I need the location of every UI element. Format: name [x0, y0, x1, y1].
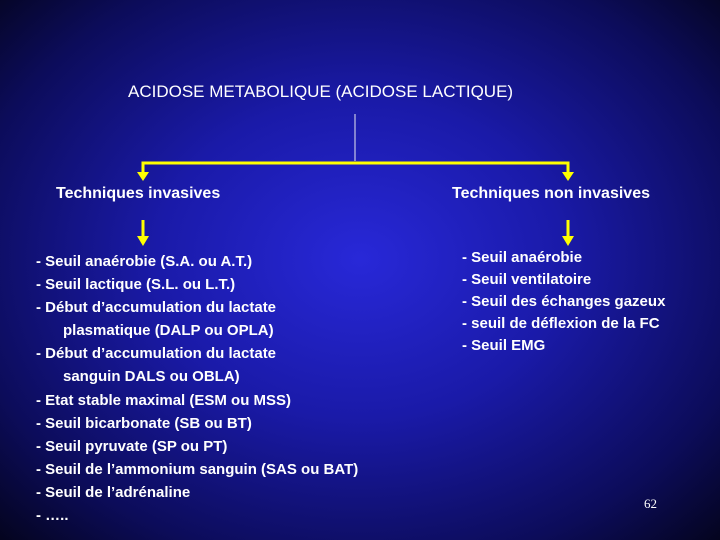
arrow-to-right-heading [562, 172, 574, 181]
list-item: - Seuil anaérobie [462, 249, 583, 266]
list-item: - Seuil ventilatoire [462, 271, 592, 288]
list-item: - ….. [36, 507, 69, 525]
non-invasive-techniques-heading: Techniques non invasives [452, 185, 650, 202]
invasive-techniques-list [36, 250, 358, 527]
left-list-arrowhead [137, 236, 149, 246]
list-item: - Seuil anaérobie (S.A. ou A.T.) [36, 253, 253, 270]
slide-title: ACIDOSE METABOLIQUE (ACIDOSE LACTIQUE) [128, 82, 514, 101]
list-item: plasmatique (DALP ou OPLA) [63, 322, 274, 340]
list-item: - Début d’accumulation du lactate [36, 299, 277, 317]
page-number: 62 [644, 496, 657, 511]
invasive-techniques-heading: Techniques invasives [56, 185, 221, 202]
list-item: - Seuil de l’ammonium sanguin (SAS ou BAT) [36, 460, 359, 478]
list-item: - Seuil des échanges gazeux [462, 293, 666, 310]
list-item: - Seuil EMG [462, 337, 546, 354]
branch-bar [143, 163, 568, 175]
list-item: - Seuil lactique (S.L. ou L.T.) [36, 276, 236, 294]
list-item: - Seuil bicarbonate (SB ou BT) [36, 414, 252, 432]
list-item: sanguin DALS ou OBLA) [63, 368, 240, 386]
list-item: - Seuil pyruvate (SP ou PT) [36, 437, 228, 455]
list-item: - Seuil de l’adrénaline [36, 483, 191, 501]
right-list-arrowhead [562, 236, 574, 246]
non-invasive-techniques-list [462, 247, 665, 357]
arrow-to-left-heading [137, 172, 149, 181]
list-item: - seuil de déflexion de la FC [462, 315, 660, 332]
list-item: - Début d’accumulation du lactate [36, 345, 277, 363]
list-item: - Etat stable maximal (ESM ou MSS) [36, 391, 292, 409]
